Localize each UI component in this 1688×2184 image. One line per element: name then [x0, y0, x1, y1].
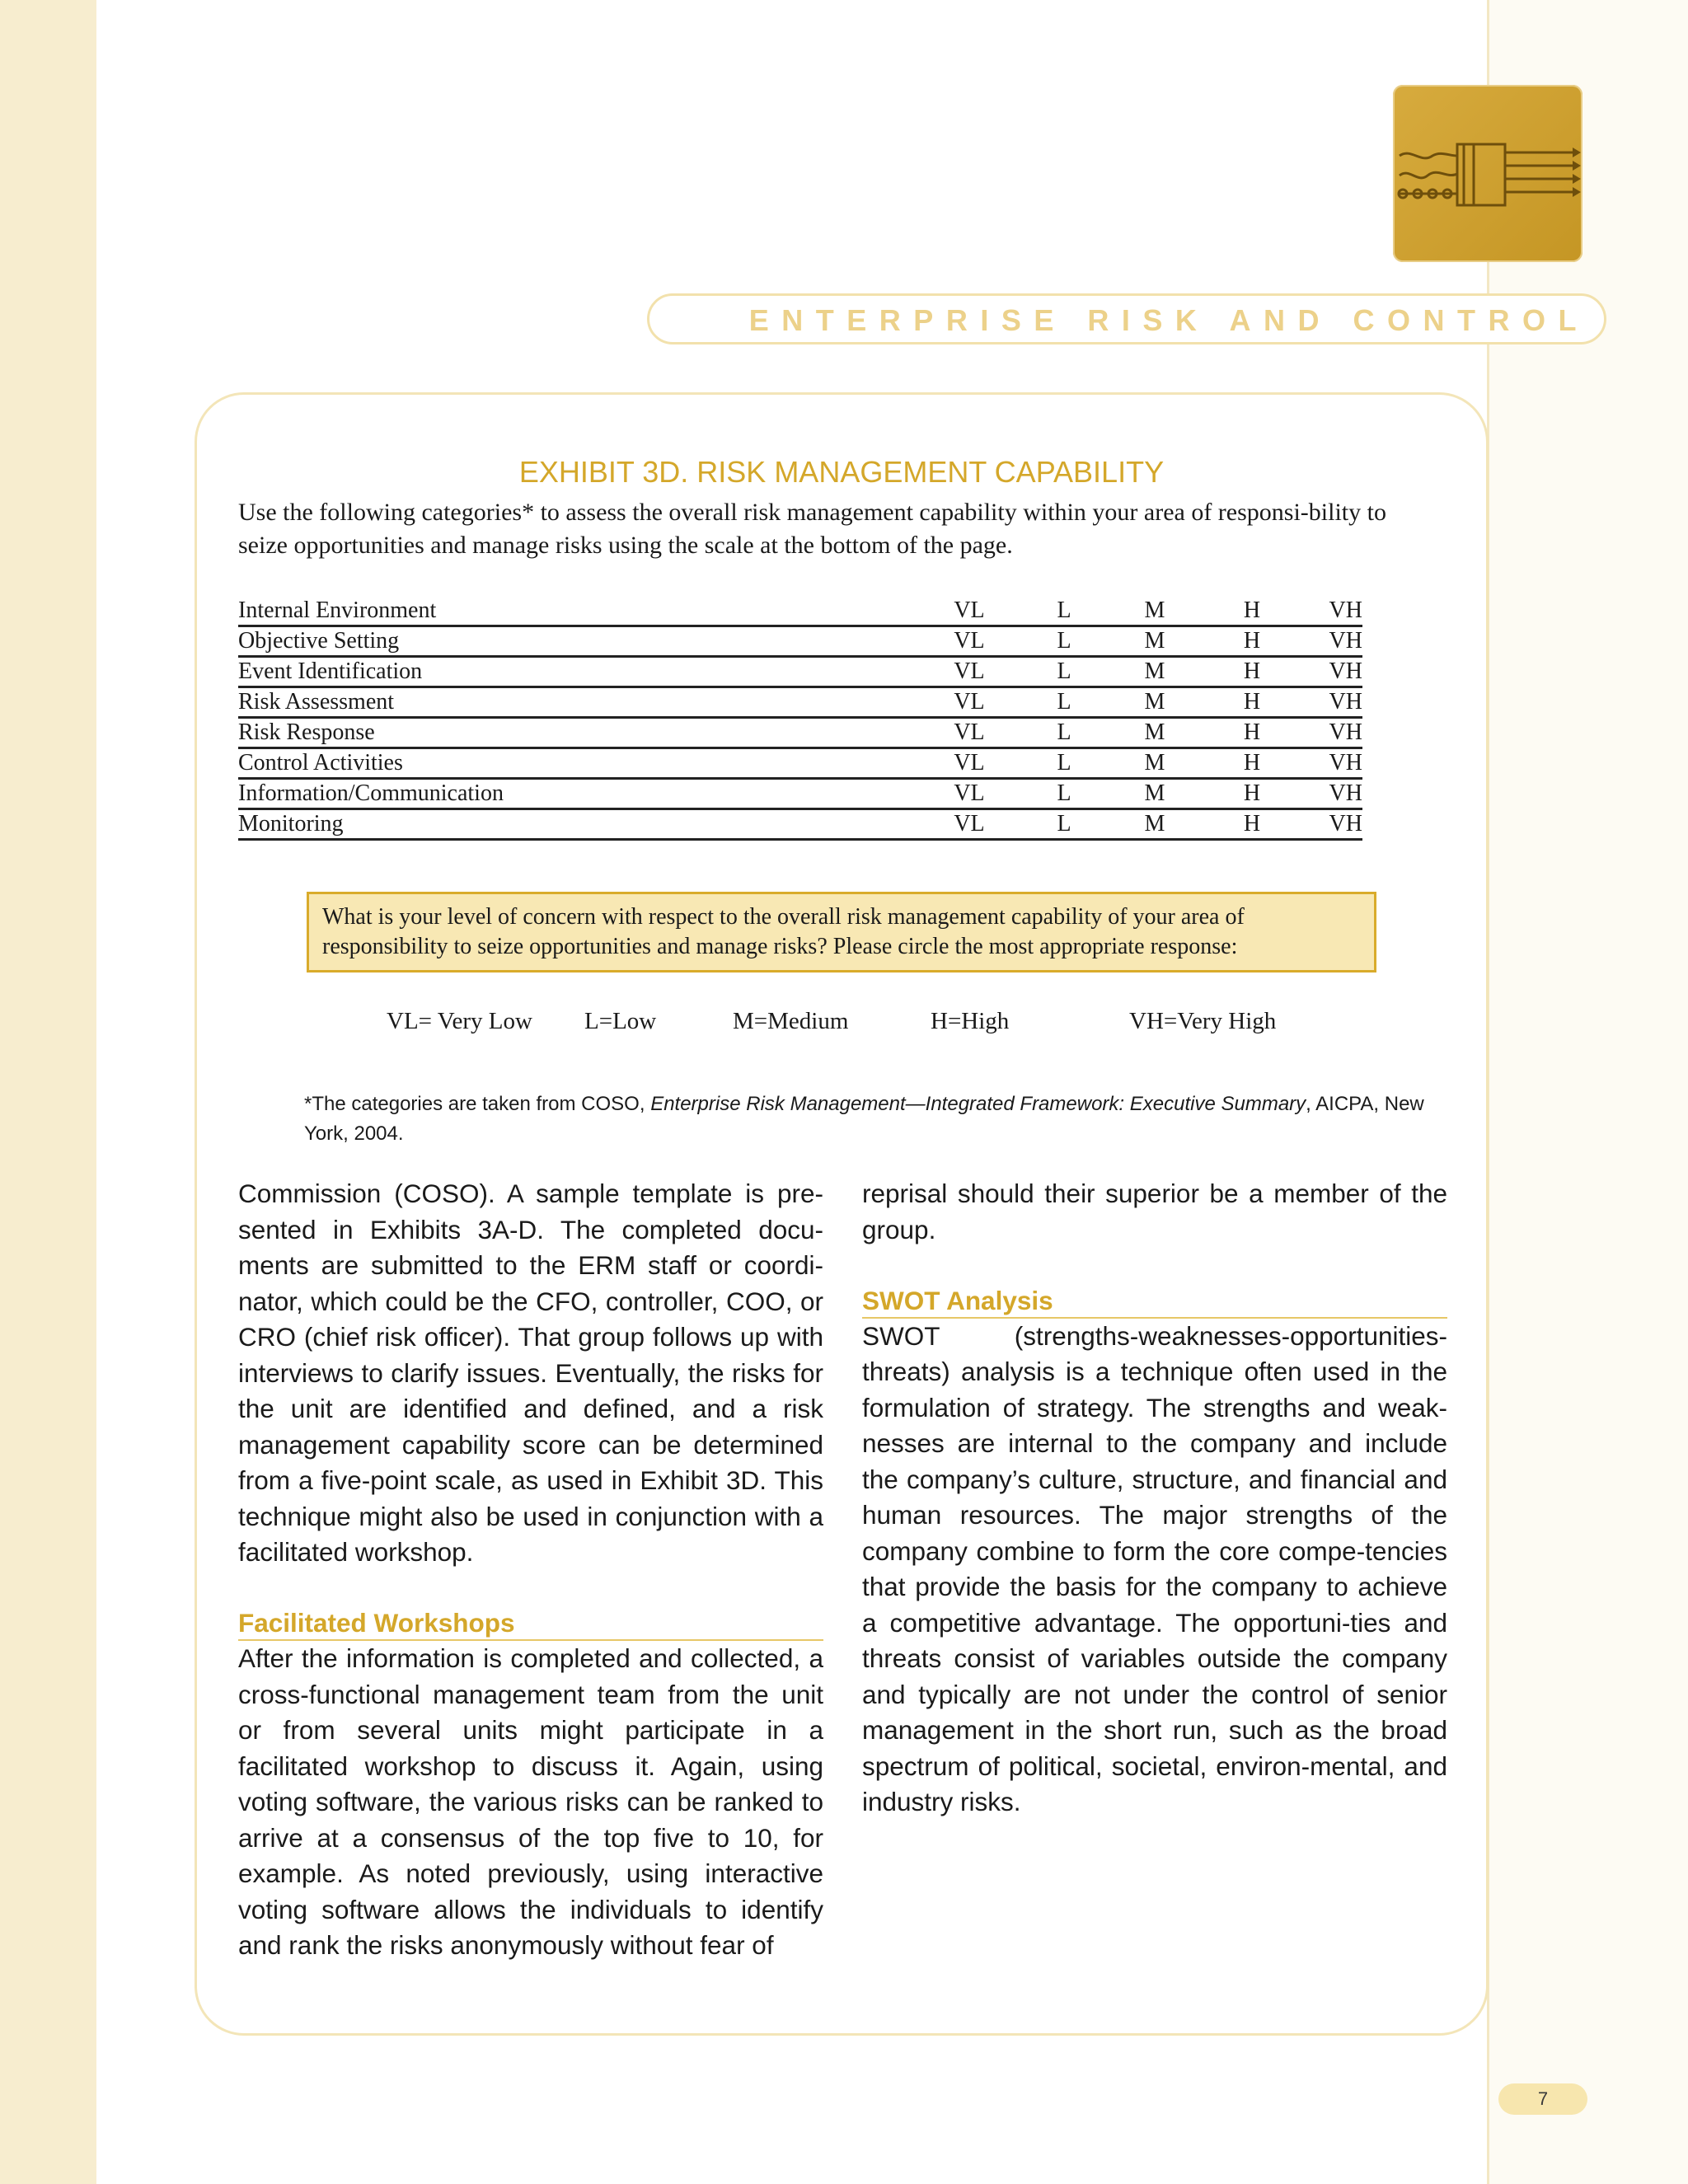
rating-option-l: L [1025, 748, 1104, 779]
page-number: 7 [1498, 2083, 1587, 2115]
category-label: Internal Environment [238, 597, 914, 626]
capability-row [238, 626, 1362, 657]
rating-option-h: H [1206, 748, 1298, 779]
scale-low: L=Low [584, 1008, 657, 1034]
body-column-left [238, 1176, 823, 1964]
rating-option-vl: VL [914, 687, 1025, 718]
rating-option-m: M [1104, 748, 1206, 779]
capability-row [238, 748, 1362, 779]
rating-option-l: L [1025, 779, 1104, 809]
rating-option-h: H [1206, 657, 1298, 687]
rating-option-m: M [1104, 597, 1206, 626]
category-label: Information/Communication [238, 779, 914, 809]
exhibit-title: EXHIBIT 3D. RISK MANAGEMENT CAPABILITY [518, 455, 1165, 489]
paragraph: After the information is completed and collected, a cross-functional management team from the unit or from several units might participate in a facilitated workshop to discuss it. Again, using voting software, the various risks can be ranked to arrive at a consensus of the top five to 10, for example. As noted previously, using interactive voting software allows the individuals to identify and rank the risks anonymously without fear of [238, 1643, 823, 1960]
rating-option-l: L [1025, 626, 1104, 657]
category-label: Risk Response [238, 718, 914, 748]
rating-option-m: M [1104, 718, 1206, 748]
rating-option-m: M [1104, 779, 1206, 809]
capability-row [238, 779, 1362, 809]
rating-option-vh: VH [1298, 626, 1362, 657]
rating-option-vh: VH [1298, 718, 1362, 748]
scale-medium: M=Medium [733, 1008, 849, 1034]
rating-option-m: M [1104, 626, 1206, 657]
rating-option-h: H [1206, 779, 1298, 809]
footnote-prefix: *The categories are taken from COSO, [304, 1093, 651, 1115]
heading-facilitated-workshops: Facilitated Workshops [238, 1606, 823, 1641]
category-label: Control Activities [238, 748, 914, 779]
capability-table [238, 597, 1362, 841]
rating-option-vh: VH [1298, 657, 1362, 687]
section-title: ENTERPRISE RISK AND CONTROL [748, 303, 1589, 337]
paragraph: Commission (COSO). A sample template is pre-sented in Exhibits 3A-D. The completed docu-ments are submitted to the ERM staff or coordi-nator, which could be the CFO, controller, COO, or CRO (chief risk officer). That group follows up with interviews to clarify issues. Eventually, the risks for the unit are identified and defined, and a risk management capability score can be determined from a five-point scale, as used in Exhibit 3D. This technique might also be used in conjunction with a facilitated workshop. [238, 1179, 823, 1567]
rating-option-l: L [1025, 657, 1104, 687]
rating-option-h: H [1206, 718, 1298, 748]
footnote [304, 1090, 1433, 1149]
rating-option-h: H [1206, 687, 1298, 718]
category-label: Monitoring [238, 809, 914, 840]
rating-option-h: H [1206, 809, 1298, 840]
scale-very-low: VL= Very Low [387, 1008, 532, 1034]
rating-option-m: M [1104, 687, 1206, 718]
rating-option-vh: VH [1298, 748, 1362, 779]
paragraph: SWOT (strengths-weaknesses-opportunities-threats) analysis is a technique often used in the formulation of strategy. The strengths and weak-nesses are internal to the company and include the company’s culture, structure, and financial and human resources. The major strengths of the company combine to form the core compe-tencies that provide the basis for the company to achieve a competitive advantage. The opportuni-ties and threats consist of variables outside the company and typically are not under the control of senior management in the short run, such as the broad spectrum of political, societal, environ-mental, and industry risks. [862, 1320, 1447, 1816]
rating-option-vl: VL [914, 718, 1025, 748]
rating-option-vl: VL [914, 809, 1025, 840]
rating-option-l: L [1025, 687, 1104, 718]
capability-row [238, 657, 1362, 687]
rating-option-vh: VH [1298, 779, 1362, 809]
capability-row [238, 597, 1362, 626]
footnote-source-title: Enterprise Risk Management—Integrated Framework: Executive Summary [650, 1093, 1306, 1115]
rating-option-vl: VL [914, 657, 1025, 687]
capability-row [238, 718, 1362, 748]
capability-row [238, 809, 1362, 840]
rating-option-h: H [1206, 597, 1298, 626]
scale-high: H=High [931, 1008, 1010, 1034]
rating-option-l: L [1025, 597, 1104, 626]
heading-swot-analysis: SWOT Analysis [862, 1284, 1447, 1319]
circuit-chip-icon [1393, 85, 1582, 262]
rating-option-m: M [1104, 657, 1206, 687]
category-label: Risk Assessment [238, 687, 914, 718]
concern-question-box: What is your level of concern with respect to the overall risk management capability of your area of responsibility to seize opportunities and manage risks? Please circle the most appropriate response: [307, 892, 1376, 972]
paragraph: reprisal should their superior be a member of the group. [862, 1179, 1447, 1244]
rating-option-vh: VH [1298, 687, 1362, 718]
footnote-suffix: , AICPA, New York, 2004. [304, 1093, 1424, 1145]
rating-option-vl: VL [914, 626, 1025, 657]
section-header-pill [647, 293, 1606, 344]
rating-option-vh: VH [1298, 809, 1362, 840]
scale-very-high: VH=Very High [1129, 1008, 1277, 1034]
left-margin-band [0, 0, 96, 2184]
rating-option-m: M [1104, 809, 1206, 840]
category-label: Objective Setting [238, 626, 914, 657]
rating-option-vl: VL [914, 748, 1025, 779]
rating-option-vh: VH [1298, 597, 1362, 626]
body-column-right [862, 1176, 1447, 1821]
rating-option-vl: VL [914, 779, 1025, 809]
category-label: Event Identification [238, 657, 914, 687]
rating-option-vl: VL [914, 597, 1025, 626]
rating-option-h: H [1206, 626, 1298, 657]
capability-row [238, 687, 1362, 718]
rating-option-l: L [1025, 809, 1104, 840]
rating-option-l: L [1025, 718, 1104, 748]
exhibit-intro: Use the following categories* to assess the overall risk management capability within your area of responsi-bility to seize opportunities and manage risks using the scale at the bottom of the page. [238, 499, 1386, 559]
